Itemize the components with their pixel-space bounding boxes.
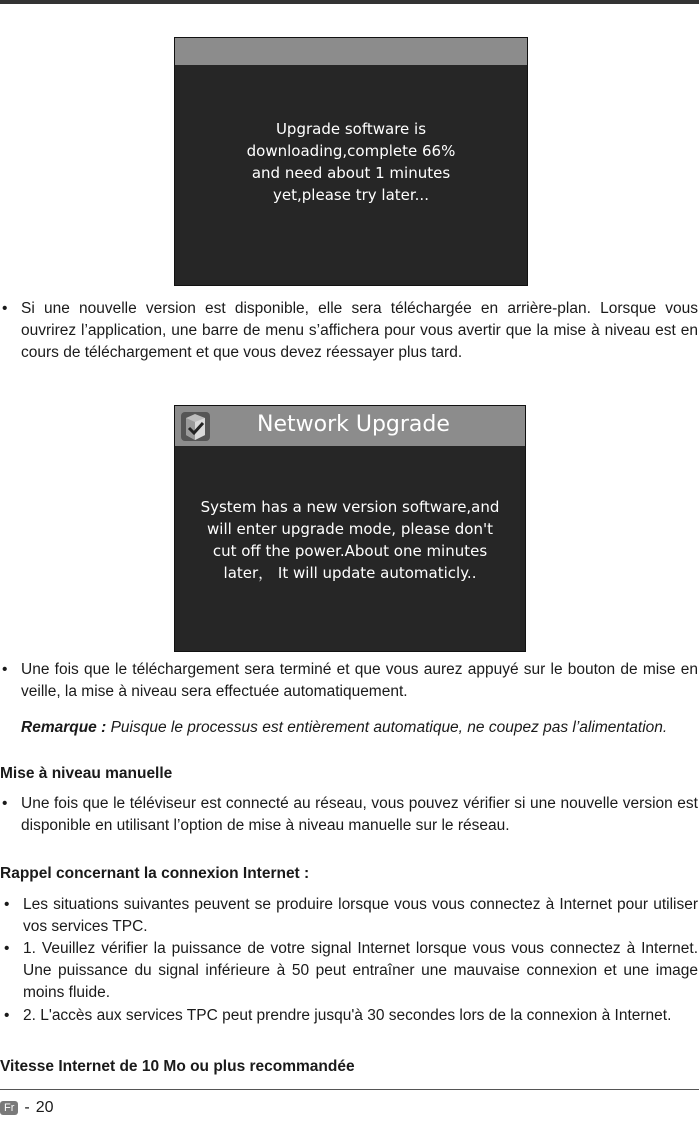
message-line: will enter upgrade mode, please don't: [207, 520, 493, 538]
paragraph: Une fois que le téléviseur est connecté au réseau, vous pouvez vérifier si une nouvelle version est disponible en utilisant l’option de mise à niveau manuelle sur le réseau.: [21, 795, 698, 834]
message-line: Upgrade software is: [275, 120, 427, 138]
network-upgrade-screenshot: [174, 405, 526, 652]
list-item: [4, 938, 698, 1006]
page-footer: [0, 1097, 54, 1119]
list-item: [2, 659, 698, 705]
heading-speed-recommendation: Vitesse Internet de 10 Mo ou plus recommandée: [0, 1058, 355, 1075]
page-separator: -: [24, 1099, 30, 1116]
message-line: yet,please try later...: [273, 186, 429, 204]
heading-internet-reminder: Rappel concernant la connexion Internet :: [0, 865, 310, 882]
message-line: downloading,complete 66%: [246, 142, 456, 160]
message-line: cut off the power.About one minutes: [212, 542, 488, 560]
note-label: Remarque :: [21, 719, 107, 736]
screen-title-bar: [175, 38, 527, 65]
paragraph: 2. L'accès aux services TPC peut prendre jusqu'à 30 secondes lors de la connexion à Internet.: [23, 1007, 672, 1024]
message-line: and need about 1 minutes: [251, 164, 451, 182]
note-text: Puisque le processus est entièrement automatique, ne coupez pas l’alimentation.: [106, 719, 668, 736]
app-upgrade-icon: [180, 411, 211, 442]
paragraph: Les situations suivantes peuvent se produire lorsque vous vous connectez à Internet pour utiliser vos services TPC.: [23, 896, 698, 935]
list-item: [2, 298, 698, 388]
message-line: later， It will update automaticly..: [223, 564, 477, 582]
bullet-dot: •: [4, 940, 10, 957]
message-line: System has a new version software,and: [200, 498, 500, 516]
list-item: [4, 894, 698, 940]
download-progress-screenshot: [174, 37, 528, 286]
language-badge: Fr: [0, 1101, 18, 1115]
bullet-dot: •: [2, 661, 8, 678]
download-message: [175, 118, 527, 206]
paragraph: Une fois que le téléchargement sera terminé et que vous aurez appuyé sur le bouton de mise en veille, la mise à niveau sera effectuée automatiquement.: [21, 661, 698, 700]
bullet-dot: •: [2, 795, 8, 812]
paragraph: Si une nouvelle version est disponible, elle sera téléchargée en arrière-plan. Lorsque vous ouvrirez l’application, une barre de menu s’affichera pour vous avertir que la mise à niveau est en cours de téléchargement et que vous devez réessayer plus tard.: [21, 300, 698, 361]
paragraph: 1. Veuillez vérifier la puissance de votre signal Internet lorsque vous vous connectez à Internet. Une puissance du signal inférieure à 50 peut entraîner une mauvaise connexion et une image moins fluide.: [23, 940, 698, 1001]
bullet-dot: •: [4, 896, 10, 913]
screen-title: Network Upgrade: [257, 412, 450, 437]
top-rule: [0, 0, 699, 4]
heading-manual-upgrade: Mise à niveau manuelle: [0, 765, 173, 782]
bottom-rule: [0, 1089, 699, 1090]
bullet-dot: •: [2, 300, 8, 317]
screen-title-bar: [175, 406, 525, 446]
list-item: [2, 793, 698, 861]
bullet-dot: •: [4, 1007, 10, 1024]
list-item: [4, 1005, 698, 1051]
page-number: 20: [35, 1099, 54, 1116]
note: [21, 717, 698, 739]
upgrade-message: [175, 496, 525, 584]
